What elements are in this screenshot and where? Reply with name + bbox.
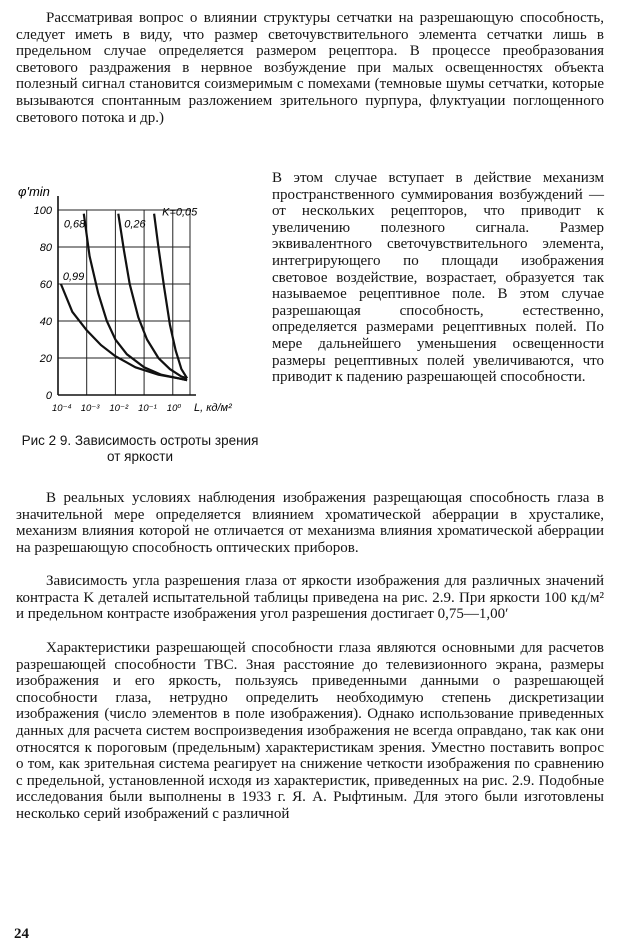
x-tick-label: 10⁻³ xyxy=(80,403,100,414)
series-label-3: 0,99 xyxy=(62,271,85,283)
series-label-0: K=0,05 xyxy=(162,206,198,219)
paragraph-2: В реальных условиях наблюдения изображения разрещающая способность глаза в значительной мере определяется влиянием хроматической аберрации в хрусталике, механизм влияния которой не отличается от механизма влияния хроматической аберрации на разрешающую способность оптических приборов. xyxy=(16,490,604,556)
page-number: 24 xyxy=(14,926,29,942)
chart-grid xyxy=(58,210,190,395)
y-tick-label: 100 xyxy=(33,205,52,217)
series-label-2: 0,68 xyxy=(63,218,86,231)
x-tick-label: 10⁰ xyxy=(166,403,182,414)
paragraph-3: Зависимость угла разрешения глаза от яркости изображения для различных значений контраста K деталей испытательной таблицы приведена на рис. 2.9. При яркости 100 кд/м² и предельном контрасте изображения угол разрешения достигает 0,75—1,00′ xyxy=(16,573,604,623)
y-tick-label: 80 xyxy=(39,242,52,254)
resolution-vs-luminance-chart xyxy=(14,180,268,430)
figure-caption: Рис 2 9. Зависимость остроты зрения от яркости xyxy=(21,433,259,464)
x-tick-label: 10⁻² xyxy=(109,403,129,414)
y-axis-label: φ'min xyxy=(18,184,50,199)
x-tick-label: 10⁻¹ xyxy=(138,403,157,414)
series-label-1: 0,26 xyxy=(124,218,146,231)
chart-series xyxy=(61,214,187,381)
paragraph-1: Рассматривая вопрос о влиянии структуры сетчатки на разрешающую способность, следует иметь в виду, что размер светочувствительного элемента сетчатки лишь в предельном случае определяется размером рецептора. В процессе преобразования светового раздражения в нервное возбуждение при малых освещенностях объекта полезный сигнал становится соизмеримым с помехами (темновые шумы сетчатки, которые вызываются спонтанным разложением зрительного пурпура, флуктуации поглощенного светового потока и др.) xyxy=(16,10,604,126)
y-tick-label: 20 xyxy=(39,353,52,365)
paragraph-1-wrap: В этом случае вступает в действие механизм пространственного суммирования возбуждений — от нескольких рецепторов, что приводит к увеличению полезного сигнала. Размер эквивалентного светочувствительного элемента, интегрирующего по площади изображения световое воздействие, возрастает, образуется так называемое рецептивное поле. В этом случае разрешающая способность, естественно, определяется размерами рецептивных полей. По мере дальнейшего уменьшения освещенности размеры рецептивных полей увеличиваются, что приводит к падению разрешающей способности. xyxy=(272,170,604,386)
series-line-0 xyxy=(154,214,187,379)
figure-2-9 xyxy=(14,180,268,470)
series-line-3 xyxy=(61,284,187,380)
chart-labels xyxy=(18,184,232,414)
paragraph-4: Характеристики разрешающей способности глаза являются основными для расчетов разрешающей способности ТВС. Зная расстояние до телевизионного экрана, размеры изображения и его яркость, пользуясь приведенными данными о разрешающей способности глаза, нетрудно определить необходимую степень дискретизации изображения (число элементов в поле изображения). Однако использование приведенных данных для расчета систем воспроизведения изображения не всегда оправдано, так как они относятся к пороговым (предельным) характеристикам зрения. Уместно поставить вопрос о том, как зрительная система реагирует на снижение четкости изображения по сравнению с предельной, установленной исходя из характеристик, приведенных на рис. 2.9. Подобные исследования были выполнены в 1933 г. Я. А. Рыфтиным. Для этого были изготовлены несколько серий изображений с различной xyxy=(16,640,604,822)
x-tick-label: 10⁻⁴ xyxy=(52,403,72,414)
y-tick-label: 0 xyxy=(45,390,52,402)
y-tick-label: 40 xyxy=(39,316,52,328)
y-tick-label: 60 xyxy=(39,279,52,291)
x-axis-label: L, кд/м² xyxy=(194,402,232,414)
series-line-2 xyxy=(84,214,187,381)
